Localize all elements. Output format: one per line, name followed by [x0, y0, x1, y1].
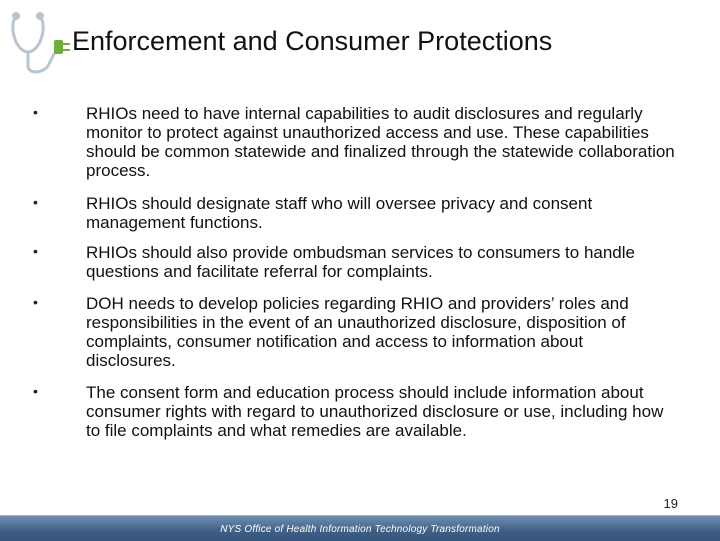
- bullet-text: RHIOs should designate staff who will oversee privacy and consent management functions.: [86, 194, 593, 232]
- bullet-marker: •: [33, 104, 38, 120]
- footer-bar: [0, 515, 720, 541]
- page-number: 19: [663, 496, 678, 511]
- bullet-text: DOH needs to develop policies regarding RHIO and providers’ roles and responsibilities in the event of an unauthorized disclosure, disposition of complaints, consumer notification and access to information about disclosures.: [86, 294, 629, 370]
- bullet-text: RHIOs need to have internal capabilities to audit disclosures and regularly monitor to protect against unauthorized access and use. These capabilities should be common statewide and finalized through the statewide collaboration process.: [86, 104, 675, 180]
- bullet-text: RHIOs should also provide ombudsman services to consumers to handle questions and facilitate referral for complaints.: [86, 243, 635, 281]
- bullet-marker: •: [33, 194, 38, 210]
- bullet-marker: •: [33, 294, 38, 310]
- stethoscope-plug-icon: [8, 8, 74, 78]
- bullet-marker: •: [33, 243, 38, 259]
- slide-title: Enforcement and Consumer Protections: [72, 26, 553, 56]
- bullet-text: The consent form and education process should include information about consumer rights with regard to unauthorized disclosure or use, including how to file complaints and what remedies are available.: [86, 383, 664, 440]
- footer-text: NYS Office of Health Information Technology Transformation: [220, 524, 500, 535]
- bullet-marker: •: [33, 383, 38, 399]
